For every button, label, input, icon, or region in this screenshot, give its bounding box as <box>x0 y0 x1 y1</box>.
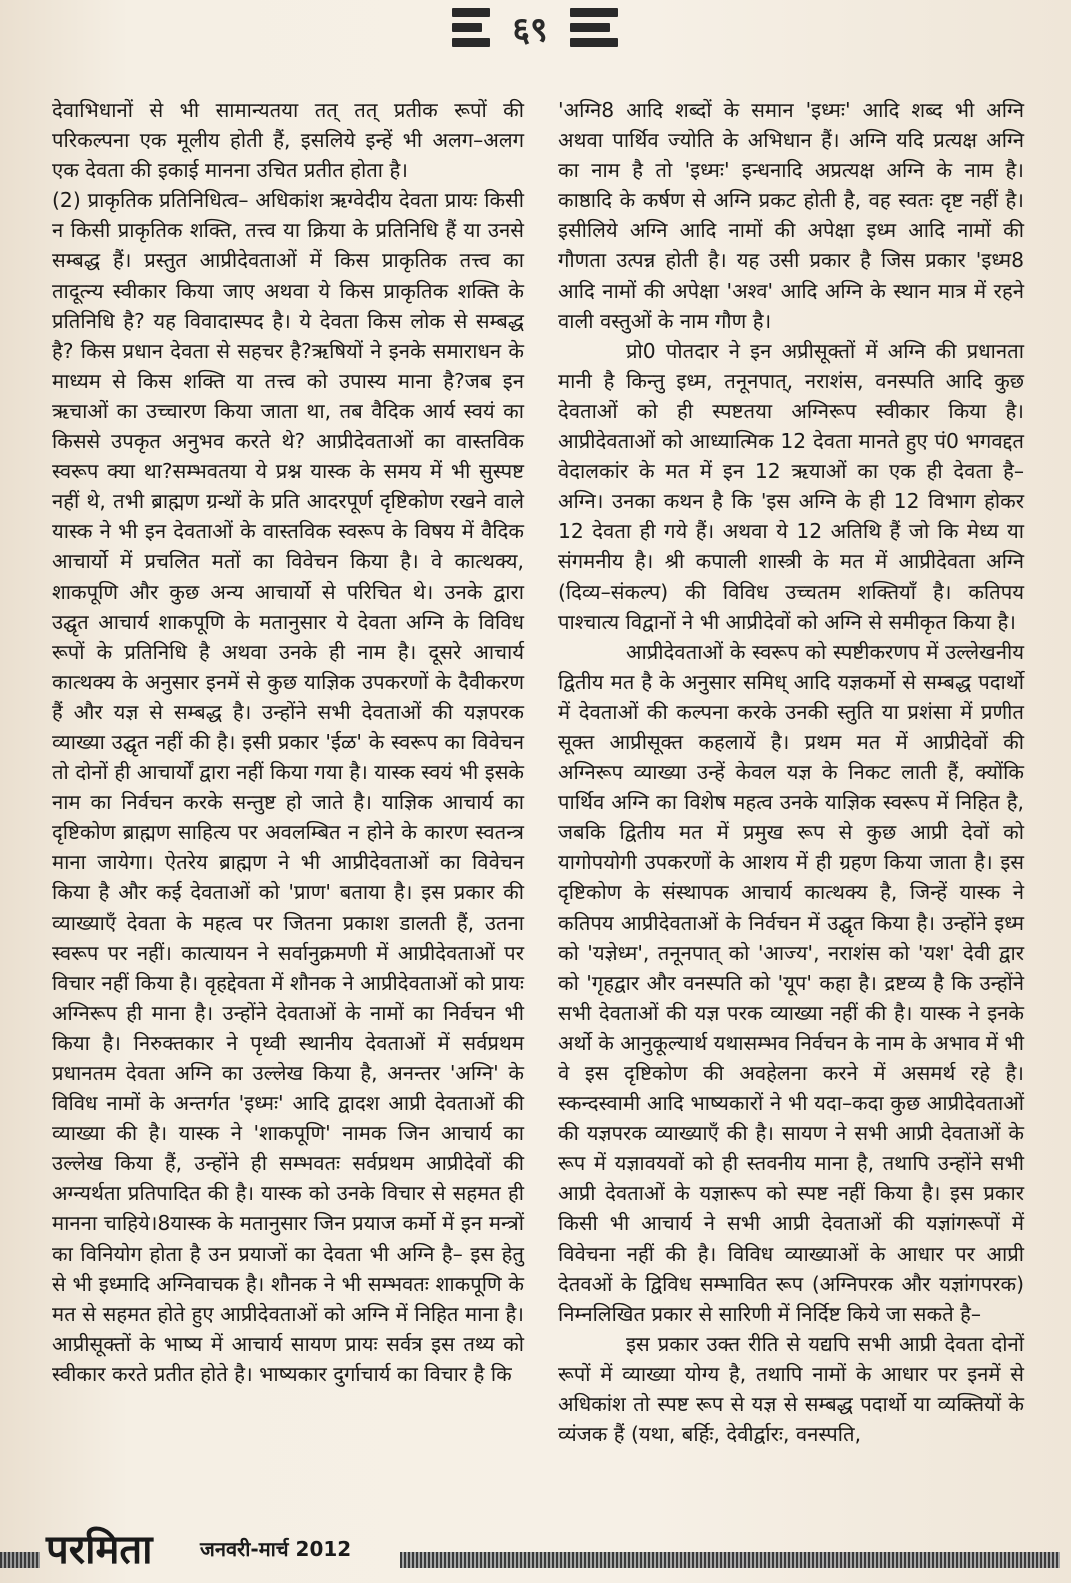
issue-date: जनवरी-मार्च 2012 <box>200 1537 352 1561</box>
left-paragraph-2: (2) प्राकृतिक प्रतिनिधित्व– अधिकांश ऋग्वेदीय देवता प्रायः किसी न किसी प्राकृतिक शक्ति, तत्त्व या क्रिया के प्रतिनिधि हैं या उनसे सम्बद्ध हैं। प्रस्तुत आप्रीदेवताओं में किस प्राकृतिक तत्त्व का तादूत्न्य स्वीकार किया जाए अथवा ये किस प्राकृतिक शक्ति के प्रतिनिधि है? यह विवादास्पद है। ये देवता किस लोक से सम्बद्ध है? किस प्रधान देवता से सहचर है?ऋषियों ने इनके समाराधन के माध्यम से किस शक्ति या तत्त्व को उपास्य माना है?जब इन ऋचाओं का उच्चारण किया जाता था, तब वैदिक आर्य स्वयं का किससे उपकृत अनुभव करते थे? आप्रीदेवताओं का वास्तविक स्वरूप क्या था?सम्भवतया ये प्रश्न यास्क के समय में भी सुस्पष्ट नहीं थे, तभी ब्राह्मण ग्रन्थों के प्रति आदरपूर्ण दृष्टिकोण रखने वाले यास्क ने भी इन देवताओं के वास्तविक स्वरूप के विषय में वैदिक आचार्यो में प्रचलित मतों का विवेचन किया है। वे कात्थक्य, शाकपूणि और कुछ अन्य आचार्यो से परिचित थे। उनके द्वारा उद्घृत आचार्य शाकपूणि के मतानुसार ये देवता अग्नि के विविध रूपों के प्रतिनिधि है अथवा उनके ही नाम है। दूसरे आचार्य कात्थक्य के अनुसार इनमें से कुछ याज्ञिक उपकरणों के दैवीकरण हैं और यज्ञ से सम्बद्ध है। उन्होंने सभी देवताओं की यज्ञपरक व्याख्या उद्घृत नहीं की है। इसी प्रकार 'ईळ' के स्वरूप का विवेचन तो दोनों ही आचार्यों द्वारा नहीं किया गया है। यास्क स्वयं भी इसके नाम का निर्वचन करके सन्तुष्ट हो जाते है। याज्ञिक आचार्य का दृष्टिकोण ब्राह्मण साहित्य पर अवलम्बित न होने के कारण स्वतन्त्र माना जायेगा। ऐतरेय ब्राह्मण ने भी आप्रीदेवताओं का विवेचन किया है और कई देवताओं को 'प्राण' बताया है। इस प्रकार की व्याख्याएँ देवता के महत्व पर जितना प्रकाश डालती हैं, उतना स्वरूप पर नहीं। कात्यायन ने सर्वानुक्रमणी में आप्रीदेवताओं पर विचार नहीं किया है। वृहद्देवता में शौनक ने आप्रीदेवताओं को प्रायः अग्निरूप ही माना है। उन्होंने देवताओं के नामों का निर्वचन भी किया है। निरुक्तकार ने पृथ्वी स्थानीय देवताओं में सर्वप्रथम प्रधानतम देवता अग्नि का उल्लेख किया है, अनन्तर 'अग्नि' के विविध नामों के अन्तर्गत 'इध्मः' आदि द्वादश आप्री देवताओं की व्याख्या की है। यास्क ने 'शाकपूणि' नामक जिन आचार्य का उल्लेख किया हैं, उन्होंने ही सम्भवतः सर्वप्रथम आप्रीदेवों की अग्न्यर्थता प्रतिपादित की है। यास्क को उनके विचार से सहमत ही मानना चाहिये।8यास्क के मतानुसार जिन प्रयाज कर्मो में इन मन्त्रों का विनियोग होता है उन प्रयाजों का देवता भी अग्नि है– इस हेतु से भी इध्मादि अग्निवाचक है। शौनक ने भी सम्भवतः शाकपूणि के मत से सहमत होते हुए आप्रीदेवताओं को अग्नि में निहित माना है। आप्रीसूक्तों के भाष्य में आचार्य सायण प्रायः सर्वत्र इस तथ्य को स्वीकार करते प्रतीत होते है। भाष्यकार दुर्गाचार्य का विचार है कि <box>52 188 524 1386</box>
journal-logo: परमिता <box>46 1526 153 1573</box>
right-paragraph-3: आप्रीदेवताओं के स्वरूप को स्पष्टीकरणप में उल्लेखनीय द्वितीय मत है के अनुसार समिध् आदि यज्ञकर्मो से सम्बद्ध पदार्थो में देवताओं की कल्पना करके उनकी स्तुति या प्रशंसा में प्रणीत सूक्त आप्रीसूक्त कहलायें है। प्रथम मत में आप्रीदेवों की अग्निरूप व्याख्या उन्हें केवल यज्ञ के निकट लाती हैं, क्योंकि पार्थिव अग्नि का विशेष महत्व उनके याज्ञिक स्वरूप में निहित है, जबकि द्वितीय मत में प्रमुख रूप से कुछ आप्री देवों को यागोपयोगी उपकरणों के आशय में ही ग्रहण किया जाता है। इस दृष्टिकोण के संस्थापक आचार्य कात्थक्य है, जिन्हें यास्क ने कतिपय आप्रीदेवताओं के निर्वचन में उद्घृत किया है। उन्होंने इध्म को 'यज्ञेध्म', तनूनपात् को 'आज्य', नराशंस को 'यश' देवी द्वार को 'गृहद्वार और वनस्पति को 'यूप' कहा है। द्रष्टव्य है कि उन्होंने सभी देवताओं की यज्ञ परक व्याख्या नहीं की है। यास्क ने इनके अर्थो के आनुकूल्यार्थ यथासम्भव निर्वचन के नाम के अभाव में भी वे इस दृष्टिकोण की अवहेलना करने में असमर्थ रहे है। स्कन्दस्वामी आदि भाष्यकारों ने भी यदा–कदा कुछ आप्रीदेवताओं की यज्ञपरक व्याख्याएँ की है। सायण ने सभी आप्री देवताओं के रूप में यज्ञावयवों को ही स्तवनीय माना है, तथापि उन्होंने सभी आप्री देवताओं के यज्ञारूप को स्पष्ट नहीं किया है। इस प्रकार किसी भी आचार्य ने सभी आप्री देवताओं की यज्ञांगरूपों में विवेचना नहीं की है। विविध व्याख्याओं के आधार पर आप्री देतवओं के द्विविध सम्भावित रूप (अग्निपरक और यज्ञांगपरक) निम्नलिखित प्रकार से सारिणी में निर्दिष्ट किये जा सकते है– <box>558 639 1024 1326</box>
right-paragraph-2: प्रो0 पोतदार ने इन अप्रीसूक्तों में अग्नि की प्रधानता मानी है किन्तु इध्म, तनूनपात्, नराशंस, वनस्पति आदि कुछ देवताओं को ही स्पष्टतया अग्निरूप स्वीकार किया है। आप्रीदेवताओं को आध्यात्मिक 12 देवता मानते हुए पं0 भगवद्दत वेदालकांर के मत में इन 12 ऋयाओं का एक ही देवता है– अग्नि। उनका कथन है कि 'इस अग्नि के ही 12 विभाग होकर 12 देवता ही गये हैं। अथवा ये 12 अतिथि हैं जो कि मेध्य या संगमनीय है। श्री कपाली शास्त्री के मत में आप्रीदेवता अग्नि (दिव्य–संकल्प) की विविध उच्चतम शक्तियाँ है। कतिपय पाश्चात्य विद्वानों ने भी आप्रीदेवों को अग्नि से समीकृत किया है। <box>558 338 1024 634</box>
right-column <box>558 95 1024 1449</box>
page-header <box>0 4 1071 60</box>
footer-rule-right <box>400 1552 1060 1568</box>
left-column <box>52 95 524 1389</box>
header-ornament-left <box>452 8 490 53</box>
page-footer <box>0 1522 1071 1583</box>
left-paragraph-1: देवाभिधानों से भी सामान्यतया तत् तत् प्रतीक रूपों की परिकल्पना एक मूलीय होती हैं, इसलिये इन्हें भी अलग–अलग एक देवता की इकाई मानना उचित प्रतीत होता है। <box>52 98 524 183</box>
footer-rule-left <box>0 1552 40 1568</box>
right-paragraph-1: 'अग्नि8 आदि शब्दों के समान 'इध्मः' आदि शब्द भी अग्नि अथवा पार्थिव ज्योति के अभिधान हैं। अग्नि यदि प्रत्यक्ष अग्नि का नाम है तो 'इध्मः' इन्धनादि अप्रत्यक्ष अग्नि के नाम है। काष्ठादि के कर्षण से अग्नि प्रकट होती है, वह स्वतः दृष्ट नहीं है। इसीलिये अग्नि आदि नामों की अपेक्षा इध्म आदि नामों की गौणता उत्पन्न होती है। यह उसी प्रकार है जिस प्रकार 'इध्म8 आदि नामों की अपेक्षा 'अश्व' आदि अग्नि के स्थान मात्र में रहने वाली वस्तुओं के नाम गौण है। <box>558 98 1024 333</box>
right-paragraph-4: इस प्रकार उक्त रीति से यद्यपि सभी आप्री देवता दोनों रूपों में व्याख्या योग्य है, तथापि नामों के आधार पर इनमें से अधिकांश तो स्पष्ट रूप से यज्ञ से सम्बद्ध पदार्थो या व्यक्तियों के व्यंजक हैं (यथा, बर्हिः, देवीर्द्वारः, वनस्पति, <box>558 1331 1024 1447</box>
page-number: ६९ <box>512 10 548 50</box>
header-ornament-right <box>570 8 618 53</box>
